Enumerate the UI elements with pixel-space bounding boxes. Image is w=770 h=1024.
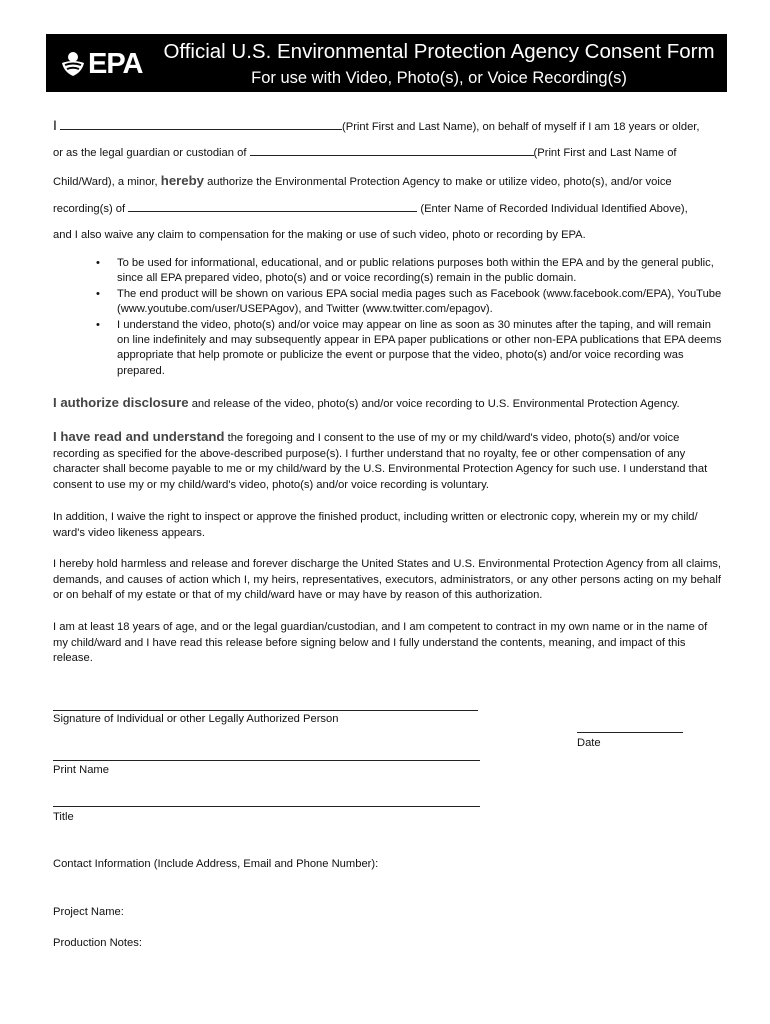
harmless-paragraph: I hereby hold harmless and release and forever discharge the United States and U.S. Environmental Protection Agency from all claims, demands, and causes of action which I, my heirs, representatives, executors, administrators, or any other persons acting on my behalf or on behalf of my estate or that of my child/ward have or may have by reason of this authorization.: [53, 558, 721, 601]
waive-paragraph: In addition, I waive the right to inspect or approve the finished product, including written or electronic copy, wherein my or my child/ ward's video likeness appears.: [53, 511, 698, 539]
usage-bullets: [96, 256, 722, 379]
bullet-item: • To be used for informational, educational, and or public relations purposes both within the EPA and by the general public, since all EPA prepared video, photo(s) and or voice recording(s) remain in the public domain.: [96, 257, 714, 285]
date-line[interactable]: [577, 732, 683, 733]
signature-line[interactable]: [53, 710, 478, 711]
date-label: Date: [577, 737, 601, 749]
intro-line-4-text: recording(s) of: [53, 203, 126, 215]
intro-pronoun: I: [53, 117, 57, 133]
form-header: [46, 34, 727, 92]
form-title: Official U.S. Environmental Protection Agency Consent Form: [163, 40, 715, 63]
age-paragraph: I am at least 18 years of age, and or the legal guardian/custodian, and I am competent to contract in my own name or in the name of my child/ward and I have read this release before signing below and I fully understand the contents, meaning, and impact of this release.: [53, 621, 708, 664]
authorize-paragraph: [53, 395, 680, 412]
title-label: Title: [53, 811, 74, 823]
intro-line-1: [53, 117, 700, 135]
intro-line-3-tail: authorize the Environmental Protection Agency to make or utilize video, photo(s), and/or voice: [207, 176, 672, 188]
child-name-field[interactable]: [250, 144, 534, 156]
intro-line-1-text: (Print First and Last Name), on behalf of myself if I am 18 years or older,: [342, 121, 700, 133]
signature-label: Signature of Individual or other Legally Authorized Person: [53, 713, 339, 725]
project-label: Project Name:: [53, 906, 124, 918]
epa-logo-text: EPA: [88, 48, 143, 80]
contact-label: Contact Information (Include Address, Email and Phone Number):: [53, 858, 379, 870]
title-line[interactable]: [53, 806, 480, 807]
print-name-line[interactable]: [53, 760, 480, 761]
form-subtitle: For use with Video, Photo(s), or Voice Recording(s): [251, 69, 627, 87]
bullet-item: • The end product will be shown on various EPA social media pages such as Facebook (www.facebook.com/EPA), YouTube (www.youtube.com/user/USEPAgov), and Twitter (www.twitter.com/epagov).: [96, 287, 722, 316]
authorize-text: and release of the video, photo(s) and/or voice recording to U.S. Environmental Protection Agency.: [191, 398, 680, 410]
intro-line-4: [53, 200, 688, 217]
intro-line-5: and I also waive any claim to compensation for the making or use of such video, photo or recording by EPA.: [53, 229, 586, 241]
intro-line-4-tail: (Enter Name of Recorded Individual Identified Above),: [420, 203, 688, 215]
epa-flower-icon: [60, 50, 86, 78]
name-field[interactable]: [60, 118, 342, 130]
intro-line-2: [53, 144, 677, 161]
intro-line-3-text: Child/Ward), a minor,: [53, 176, 158, 188]
authorize-lead: I authorize disclosure: [53, 395, 189, 410]
hereby-emphasis: hereby: [160, 173, 205, 188]
read-understand-paragraph: [53, 429, 721, 493]
bullet-item: • I understand the video, photo(s) and/or voice may appear on line as soon as 30 minutes after the taping, and will remain on line indefinitely and may subsequently appear in EPA paper publications or other non-EPA publications that EPA deems appropriate that help promote or publicize the event or purpose that the video, photo(s) and/or voice recording was prepared.: [96, 318, 722, 377]
intro-line-2-tail: (Print First and Last Name of: [533, 147, 677, 159]
recorded-individual-field[interactable]: [128, 200, 417, 212]
production-notes-label: Production Notes:: [53, 937, 142, 949]
intro-line-3: [53, 173, 672, 190]
intro-line-2-text: or as the legal guardian or custodian of: [53, 147, 247, 159]
read-understand-text: the foregoing and I consent to the use of my or my child/ward's video, photo(s) and/or voice recording as specified for the above-described purpose(s). I further understand that no royalty, fee or other compensation of any character shall become payable to me or my child/ward by the U.S. Environmental Protection Agency for such use. I understand that consent to use my or my child/ward's video, photo(s) and/or voice recording is voluntary.: [53, 432, 708, 491]
read-understand-lead: I have read and understand: [53, 429, 225, 444]
print-name-label: Print Name: [53, 764, 109, 776]
